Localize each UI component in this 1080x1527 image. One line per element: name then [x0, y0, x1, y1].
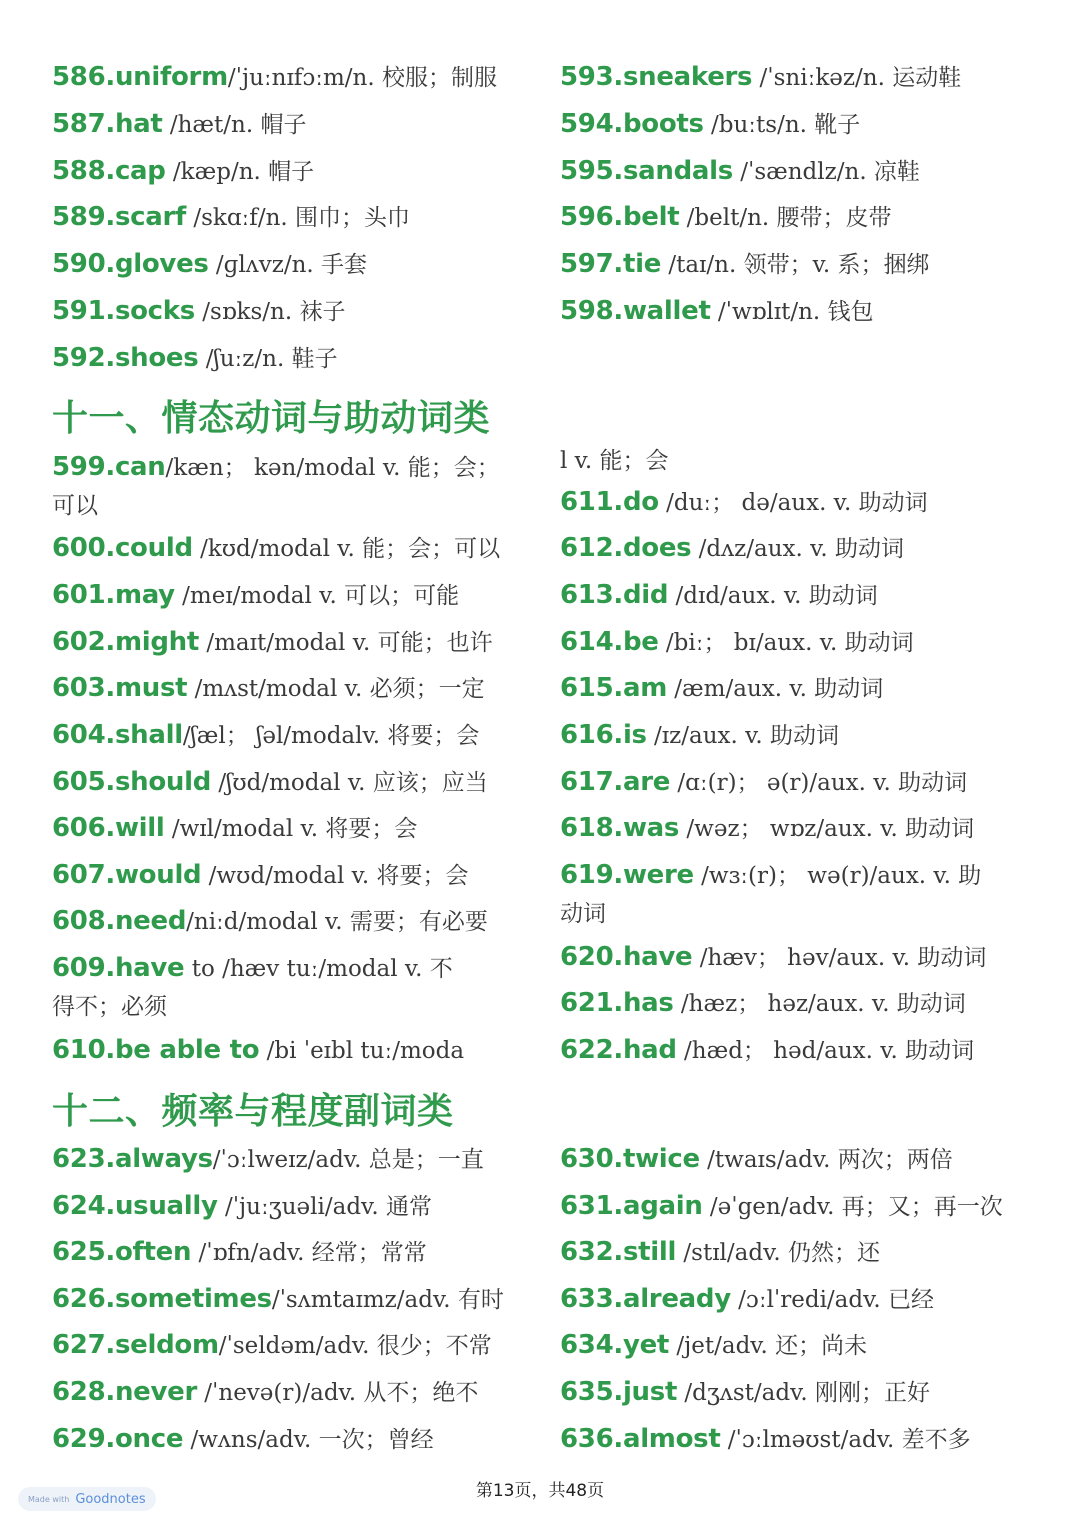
- vocab-entry: 612.does /dʌz/aux. v. 助动词: [560, 533, 904, 563]
- vocab-entry: 588.cap /kæp/n. 帽子: [52, 156, 315, 186]
- vocab-entry: 602.might /maɪt/modal v. 可能；也许: [52, 627, 493, 657]
- vocab-entry: 607.would /wʊd/modal v. 将要；会: [52, 860, 469, 890]
- vocab-entry: 587.hat /hæt/n. 帽子: [52, 109, 307, 139]
- vocab-entry: 605.should /ʃʊd/modal v. 应该；应当: [52, 767, 488, 797]
- vocab-entry: 634.yet /jet/adv. 还；尚未: [560, 1330, 868, 1360]
- vocab-entry: 619.were /wɜː(r)； wə(r)/aux. v. 助: [560, 860, 982, 890]
- vocab-entry: 633.already /ɔːlˈredi/adv. 已经: [560, 1284, 935, 1314]
- section-heading-modal: 十一、情态动词与助动词类: [52, 398, 491, 439]
- vocab-entry: 630.twice /twaɪs/adv. 两次；两倍: [560, 1144, 953, 1174]
- vocab-entry: 592.shoes /ʃuːz/n. 鞋子: [52, 343, 338, 373]
- badge-small-text: Made with: [28, 1494, 70, 1504]
- vocab-entry: 596.belt /belt/n. 腰带；皮带: [560, 202, 892, 232]
- entry-continuation: 得不；必须: [52, 994, 167, 1020]
- vocab-entry: 601.may /meɪ/modal v. 可以；可能: [52, 580, 460, 610]
- vocab-entry: 609.have to /hæv tuː/modal v. 不: [52, 953, 453, 983]
- vocab-entry: 617.are /ɑː(r)； ə(r)/aux. v. 助动词: [560, 767, 968, 797]
- vocab-entry: 636.almost /ˈɔːlməʊst/adv. 差不多: [560, 1424, 971, 1454]
- vocab-entry: 625.often /ˈɒfn/adv. 经常；常常: [52, 1237, 427, 1267]
- vocab-entry: 615.am /æm/aux. v. 助动词: [560, 673, 884, 703]
- vocab-entry: 603.must /mʌst/modal v. 必须；一定: [52, 673, 485, 703]
- vocab-entry: 589.scarf /skɑːf/n. 围巾；头巾: [52, 202, 411, 232]
- vocab-entry: 597.tie /taɪ/n. 领带；v. 系；捆绑: [560, 249, 930, 279]
- vocab-entry: 622.had /hæd； həd/aux. v. 助动词: [560, 1035, 975, 1065]
- vocab-entry: 610.be able to /bi ˈeɪbl tuː/moda: [52, 1035, 465, 1065]
- entry-continuation: 动词: [560, 901, 606, 927]
- vocab-entry: 621.has /hæz； həz/aux. v. 助动词: [560, 988, 966, 1018]
- vocab-entry: 629.once /wʌns/adv. 一次；曾经: [52, 1424, 434, 1454]
- vocab-entry: 635.just /dʒʌst/adv. 刚刚；正好: [560, 1377, 930, 1407]
- vocab-entry: 614.be /biː； bɪ/aux. v. 助动词: [560, 627, 914, 657]
- entry-continuation: l v. 能；会: [560, 448, 669, 474]
- vocab-entry: 600.could /kʊd/modal v. 能；会；可以: [52, 533, 501, 563]
- vocab-entry: 604.shall/ʃæl； ʃəl/modalv. 将要；会: [52, 720, 480, 750]
- goodnotes-badge: [18, 1487, 156, 1511]
- vocab-entry: 632.still /stɪl/adv. 仍然；还: [560, 1237, 880, 1267]
- badge-brand-text: Goodnotes: [75, 1491, 146, 1507]
- page-number: 第13页，共48页: [475, 1481, 605, 1501]
- vocab-entry: 608.need/niːd/modal v. 需要；有必要: [52, 906, 488, 936]
- vocab-entry: 624.usually /ˈjuːʒuəli/adv. 通常: [52, 1191, 432, 1221]
- vocab-entry: 590.gloves /ɡlʌvz/n. 手套: [52, 249, 368, 279]
- entry-continuation: 可以: [52, 493, 98, 519]
- vocab-entry: 591.socks /sɒks/n. 袜子: [52, 296, 346, 326]
- section-heading-frequency: 十二、频率与程度副词类: [52, 1091, 454, 1132]
- vocab-entry: 611.do /duː； də/aux. v. 助动词: [560, 487, 928, 517]
- vocab-entry: 599.can/kæn； kən/modal v. 能；会；: [52, 452, 500, 482]
- vocab-entry: 593.sneakers /ˈsniːkəz/n. 运动鞋: [560, 62, 962, 92]
- vocab-entry: 623.always/ˈɔːlweɪz/adv. 总是；一直: [52, 1144, 484, 1174]
- vocab-entry: 627.seldom/ˈseldəm/adv. 很少；不常: [52, 1330, 492, 1360]
- vocab-entry: 598.wallet /ˈwɒlɪt/n. 钱包: [560, 296, 874, 326]
- vocab-entry: 620.have /hæv； həv/aux. v. 助动词: [560, 942, 987, 972]
- vocab-entry: 594.boots /buːts/n. 靴子: [560, 109, 861, 139]
- vocab-entry: 616.is /ɪz/aux. v. 助动词: [560, 720, 840, 750]
- vocab-entry: 628.never /ˈnevə(r)/adv. 从不；绝不: [52, 1377, 479, 1407]
- vocab-entry: 586.uniform/ˈjuːnɪfɔːm/n. 校服；制服: [52, 62, 497, 92]
- vocab-entry: 618.was /wəz； wɒz/aux. v. 助动词: [560, 813, 975, 843]
- vocab-entry: 626.sometimes/ˈsʌmtaɪmz/adv. 有时: [52, 1284, 504, 1314]
- vocab-entry: 606.will /wɪl/modal v. 将要；会: [52, 813, 418, 843]
- vocab-entry: 613.did /dɪd/aux. v. 助动词: [560, 580, 878, 610]
- vocab-entry: 631.again /əˈgen/adv. 再；又；再一次: [560, 1191, 1003, 1221]
- vocab-entry: 595.sandals /ˈsændlz/n. 凉鞋: [560, 156, 920, 186]
